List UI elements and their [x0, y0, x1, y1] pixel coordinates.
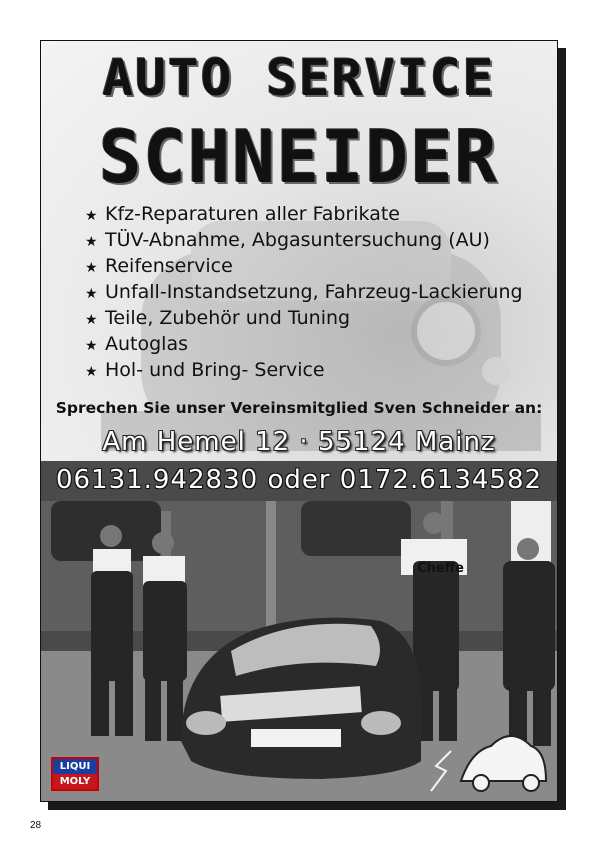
service-item	[85, 357, 523, 383]
star-icon: ★	[85, 208, 98, 224]
title-line-2: SCHNEIDER	[99, 115, 499, 199]
service-text: TÜV-Abnahme, Abgasuntersuchung (AU)	[105, 229, 490, 251]
star-icon: ★	[85, 260, 98, 276]
service-text: Teile, Zubehör und Tuning	[105, 307, 351, 329]
logo-text-top: LIQUI	[53, 759, 97, 774]
service-text: Unfall-Instandsetzung, Fahrzeug-Lackierung	[105, 281, 523, 303]
service-item	[85, 253, 523, 279]
title-line-1: AUTO SERVICE	[102, 49, 496, 107]
logo-text-bottom: MOLY	[53, 774, 97, 789]
ad-upper-section	[41, 41, 557, 461]
service-item	[85, 201, 523, 227]
service-item	[85, 279, 523, 305]
contact-invitation: Sprechen Sie unser Vereinsmitglied Sven Schneider an:	[55, 399, 543, 417]
star-icon: ★	[85, 364, 98, 380]
team-photo	[41, 461, 557, 801]
phone-numbers: 06131.942830 oder 0172.6134582	[55, 465, 543, 495]
service-text: Hol- und Bring- Service	[105, 359, 325, 381]
advertisement	[40, 40, 558, 802]
star-icon: ★	[85, 234, 98, 250]
photo-caption: Cheffe	[417, 561, 464, 576]
service-list	[85, 201, 523, 383]
liqui-moly-logo	[51, 757, 99, 791]
service-text: Kfz-Reparaturen aller Fabrikate	[105, 203, 401, 225]
page-number: 28	[30, 820, 42, 831]
star-icon: ★	[85, 312, 98, 328]
service-item	[85, 227, 523, 253]
service-item	[85, 331, 523, 357]
garage-scene-image	[41, 461, 557, 801]
address: Am Hemel 12 · 55124 Mainz	[102, 427, 496, 457]
service-item	[85, 305, 523, 331]
service-text: Autoglas	[105, 333, 188, 355]
service-text: Reifenservice	[105, 255, 233, 277]
star-icon: ★	[85, 338, 98, 354]
star-icon: ★	[85, 286, 98, 302]
